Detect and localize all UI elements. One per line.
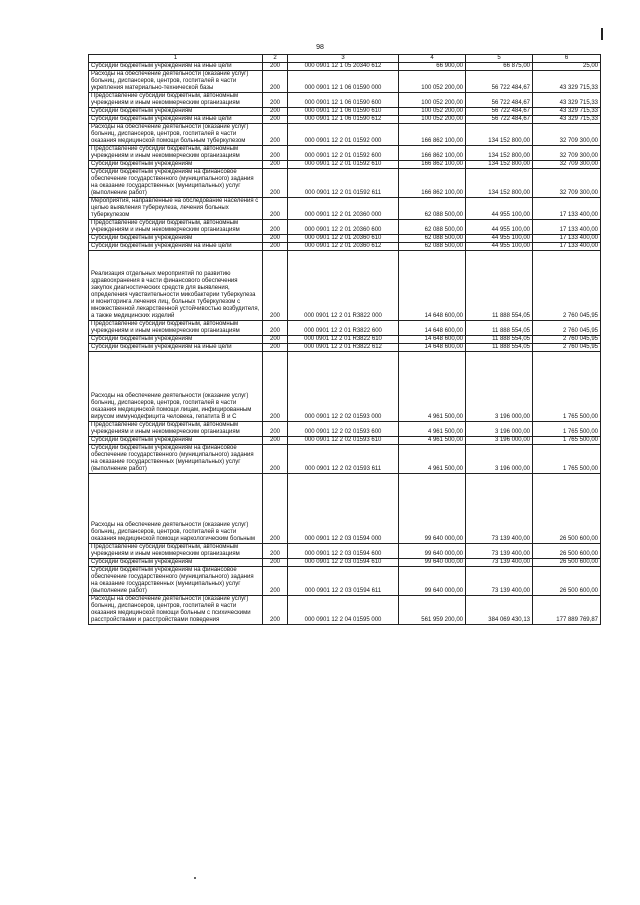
row-rest-cell: 26 500 600,00 <box>533 474 601 544</box>
row-code-cell: 200 <box>263 474 288 544</box>
row-rest-cell: 17 133 400,00 <box>533 243 601 251</box>
row-rest-cell: 26 500 600,00 <box>533 544 601 559</box>
row-kbk-cell: 000 0901 12 2 01 20360 600 <box>288 220 399 235</box>
column-header: 2 <box>263 55 288 63</box>
table-row <box>89 108 601 116</box>
row-fact-cell: 134 152 800,00 <box>466 169 533 198</box>
row-plan-cell: 99 640 000,00 <box>399 567 466 596</box>
row-name-cell: Субсидии бюджетным учреждениям <box>89 161 263 169</box>
table-row <box>89 596 601 625</box>
row-kbk-cell: 000 0901 12 2 01 01592 000 <box>288 124 399 146</box>
row-plan-cell: 66 900,00 <box>399 63 466 71</box>
row-rest-cell: 43 329 715,33 <box>533 93 601 108</box>
row-rest-cell: 43 329 715,33 <box>533 108 601 116</box>
table-row <box>89 321 601 336</box>
row-rest-cell: 2 760 045,95 <box>533 321 601 336</box>
table-header-row <box>89 55 601 63</box>
budget-table <box>88 54 601 625</box>
row-name-cell: Предоставление субсидий бюджетным, автономным учреждениям и иным некоммерческим организациям <box>89 93 263 108</box>
row-code-cell: 200 <box>263 321 288 336</box>
row-kbk-cell: 000 0901 12 2 02 01593 611 <box>288 445 399 474</box>
table-row <box>89 559 601 567</box>
row-kbk-cell: 000 0901 12 2 02 01593 600 <box>288 422 399 437</box>
row-fact-cell: 56 722 484,67 <box>466 71 533 93</box>
row-code-cell: 200 <box>263 198 288 220</box>
row-code-cell: 200 <box>263 116 288 124</box>
row-name-cell: Субсидии бюджетным учреждениям <box>89 437 263 445</box>
row-code-cell: 200 <box>263 344 288 352</box>
row-name-cell: Предоставление субсидий бюджетным, автономным учреждениям и иным некоммерческим организациям <box>89 321 263 336</box>
table-row <box>89 161 601 169</box>
row-code-cell: 200 <box>263 124 288 146</box>
row-rest-cell: 2 760 045,95 <box>533 344 601 352</box>
row-kbk-cell: 000 0901 12 1 06 01590 612 <box>288 116 399 124</box>
row-rest-cell: 1 765 500,00 <box>533 352 601 422</box>
row-code-cell: 200 <box>263 422 288 437</box>
column-header: 5 <box>466 55 533 63</box>
scan-speck <box>194 877 196 879</box>
row-plan-cell: 4 961 500,00 <box>399 352 466 422</box>
row-code-cell: 200 <box>263 108 288 116</box>
row-plan-cell: 62 088 500,00 <box>399 198 466 220</box>
row-name-cell: Субсидии бюджетным учреждениям на иные цели <box>89 243 263 251</box>
column-header: 6 <box>533 55 601 63</box>
row-kbk-cell: 000 0901 12 2 01 01592 600 <box>288 146 399 161</box>
row-kbk-cell: 000 0901 12 2 04 01595 000 <box>288 596 399 625</box>
row-fact-cell: 66 875,00 <box>466 63 533 71</box>
table-row <box>89 474 601 544</box>
row-rest-cell: 43 329 715,33 <box>533 116 601 124</box>
row-rest-cell: 32 709 300,00 <box>533 169 601 198</box>
row-name-cell: Реализация отдельных мероприятий по развитию здравоохранения в части финансового обеспечения закупок диагностических средств для выявления, определения чувствительности микобактерии туберкулеза и мониторинга лечения лиц, больных туберкулезом с множественной лекарственной устойчивостью возбудителя, а также медицинских изделий <box>89 251 263 321</box>
row-plan-cell: 4 961 500,00 <box>399 437 466 445</box>
row-name-cell: Субсидии бюджетным учреждениям на финансовое обеспечение государственного (муниципального) задания на оказание государственных (муниципальных) услуг (выполнение работ) <box>89 445 263 474</box>
row-fact-cell: 11 888 554,05 <box>466 344 533 352</box>
row-code-cell: 200 <box>263 243 288 251</box>
row-plan-cell: 62 088 500,00 <box>399 243 466 251</box>
row-kbk-cell: 000 0901 12 2 01 20360 612 <box>288 243 399 251</box>
row-plan-cell: 166 862 100,00 <box>399 146 466 161</box>
row-code-cell: 200 <box>263 559 288 567</box>
row-plan-cell: 99 640 000,00 <box>399 474 466 544</box>
scan-edge-mark <box>601 28 603 40</box>
row-plan-cell: 14 648 600,00 <box>399 251 466 321</box>
row-kbk-cell: 000 0901 12 2 03 01594 610 <box>288 559 399 567</box>
row-fact-cell: 44 955 100,00 <box>466 220 533 235</box>
row-fact-cell: 73 139 400,00 <box>466 567 533 596</box>
row-plan-cell: 100 052 200,00 <box>399 116 466 124</box>
row-plan-cell: 166 862 100,00 <box>399 161 466 169</box>
row-kbk-cell: 000 0901 12 2 01 20360 610 <box>288 235 399 243</box>
row-code-cell: 200 <box>263 251 288 321</box>
table-row <box>89 336 601 344</box>
row-plan-cell: 99 640 000,00 <box>399 544 466 559</box>
row-name-cell: Субсидии бюджетным учреждениям на иные цели <box>89 116 263 124</box>
row-rest-cell: 43 329 715,33 <box>533 71 601 93</box>
row-rest-cell: 1 765 500,00 <box>533 422 601 437</box>
row-rest-cell: 1 765 500,00 <box>533 437 601 445</box>
row-rest-cell: 17 133 400,00 <box>533 198 601 220</box>
row-kbk-cell: 000 0901 12 2 01 01592 611 <box>288 169 399 198</box>
table-row <box>89 567 601 596</box>
row-code-cell: 200 <box>263 146 288 161</box>
row-code-cell: 200 <box>263 596 288 625</box>
row-code-cell: 200 <box>263 63 288 71</box>
table-row <box>89 344 601 352</box>
table-row <box>89 71 601 93</box>
table-row <box>89 422 601 437</box>
row-kbk-cell: 000 0901 12 2 01 R3822 000 <box>288 251 399 321</box>
row-name-cell: Мероприятия, направленные на обследование населения с целью выявления туберкулеза, лечения больных туберкулезом <box>89 198 263 220</box>
row-fact-cell: 11 888 554,05 <box>466 251 533 321</box>
row-kbk-cell: 000 0901 12 2 03 01594 611 <box>288 567 399 596</box>
row-rest-cell: 177 889 769,87 <box>533 596 601 625</box>
table-row <box>89 93 601 108</box>
row-fact-cell: 44 955 100,00 <box>466 198 533 220</box>
row-code-cell: 200 <box>263 567 288 596</box>
row-name-cell: Субсидии бюджетным учреждениям <box>89 559 263 567</box>
row-name-cell: Субсидии бюджетным учреждениям <box>89 235 263 243</box>
table-body <box>89 63 601 625</box>
table-row <box>89 116 601 124</box>
row-fact-cell: 3 196 000,00 <box>466 422 533 437</box>
table-row <box>89 251 601 321</box>
row-plan-cell: 99 640 000,00 <box>399 559 466 567</box>
row-code-cell: 200 <box>263 235 288 243</box>
table-row <box>89 243 601 251</box>
row-fact-cell: 56 722 484,67 <box>466 108 533 116</box>
row-rest-cell: 2 760 045,95 <box>533 251 601 321</box>
row-fact-cell: 73 139 400,00 <box>466 474 533 544</box>
row-code-cell: 200 <box>263 169 288 198</box>
table-row <box>89 544 601 559</box>
row-kbk-cell: 000 0901 12 2 02 01593 610 <box>288 437 399 445</box>
row-name-cell: Субсидии бюджетным учреждениям на иные цели <box>89 63 263 71</box>
row-kbk-cell: 000 0901 12 2 01 R3822 612 <box>288 344 399 352</box>
row-fact-cell: 3 196 000,00 <box>466 352 533 422</box>
row-name-cell: Субсидии бюджетным учреждениям <box>89 336 263 344</box>
row-code-cell: 200 <box>263 220 288 235</box>
column-header: 3 <box>288 55 399 63</box>
row-name-cell: Субсидии бюджетным учреждениям на иные цели <box>89 344 263 352</box>
row-name-cell: Расходы на обеспечение деятельности (оказание услуг) больниц, диспансеров, центров, госпиталей в части укрепления материально-технической базы <box>89 71 263 93</box>
column-header: 1 <box>89 55 263 63</box>
row-rest-cell: 26 500 600,00 <box>533 567 601 596</box>
row-name-cell: Субсидии бюджетным учреждениям на финансовое обеспечение государственного (муниципального) задания на оказание государственных (муниципальных) услуг (выполнение работ) <box>89 567 263 596</box>
row-code-cell: 200 <box>263 445 288 474</box>
row-kbk-cell: 000 0901 12 1 06 01590 600 <box>288 93 399 108</box>
row-kbk-cell: 000 0901 12 2 01 R3822 610 <box>288 336 399 344</box>
row-code-cell: 200 <box>263 161 288 169</box>
row-rest-cell: 17 133 400,00 <box>533 235 601 243</box>
table-row <box>89 198 601 220</box>
row-plan-cell: 4 961 500,00 <box>399 422 466 437</box>
row-name-cell: Расходы на обеспечение деятельности (оказание услуг) больниц, диспансеров, центров, госпиталей в части оказания медицинской помощи больным туберкулезом <box>89 124 263 146</box>
row-plan-cell: 14 648 600,00 <box>399 336 466 344</box>
row-rest-cell: 17 133 400,00 <box>533 220 601 235</box>
row-kbk-cell: 000 0901 12 2 03 01594 000 <box>288 474 399 544</box>
row-code-cell: 200 <box>263 437 288 445</box>
row-fact-cell: 134 152 800,00 <box>466 161 533 169</box>
row-fact-cell: 73 139 400,00 <box>466 559 533 567</box>
row-name-cell: Предоставление субсидий бюджетным, автономным учреждениям и иным некоммерческим организациям <box>89 544 263 559</box>
row-name-cell: Субсидии бюджетным учреждениям <box>89 108 263 116</box>
table-row <box>89 445 601 474</box>
row-fact-cell: 56 722 484,67 <box>466 116 533 124</box>
row-plan-cell: 100 052 200,00 <box>399 93 466 108</box>
row-code-cell: 200 <box>263 544 288 559</box>
row-plan-cell: 166 862 100,00 <box>399 124 466 146</box>
row-plan-cell: 4 961 500,00 <box>399 445 466 474</box>
row-kbk-cell: 000 0901 12 1 06 01590 000 <box>288 71 399 93</box>
row-rest-cell: 26 500 600,00 <box>533 559 601 567</box>
row-fact-cell: 3 196 000,00 <box>466 437 533 445</box>
row-kbk-cell: 000 0901 12 2 02 01593 000 <box>288 352 399 422</box>
row-name-cell: Расходы на обеспечение деятельности (оказание услуг) больниц, диспансеров, центров, госпиталей в части оказания медицинской помощи лицам, инфицированным вирусом иммунодефицита человека, гепатита В и С <box>89 352 263 422</box>
row-name-cell: Предоставление субсидий бюджетным, автономным учреждениям и иным некоммерческим организациям <box>89 146 263 161</box>
table-row <box>89 220 601 235</box>
row-fact-cell: 11 888 554,05 <box>466 321 533 336</box>
row-plan-cell: 62 088 500,00 <box>399 235 466 243</box>
row-fact-cell: 3 196 000,00 <box>466 445 533 474</box>
table-row <box>89 437 601 445</box>
row-kbk-cell: 000 0901 12 1 05 20340 612 <box>288 63 399 71</box>
row-fact-cell: 384 069 430,13 <box>466 596 533 625</box>
page-number: 98 <box>316 44 324 51</box>
table-row <box>89 124 601 146</box>
row-fact-cell: 44 955 100,00 <box>466 243 533 251</box>
row-fact-cell: 73 139 400,00 <box>466 544 533 559</box>
row-kbk-cell: 000 0901 12 1 06 01590 610 <box>288 108 399 116</box>
row-code-cell: 200 <box>263 93 288 108</box>
row-plan-cell: 100 052 200,00 <box>399 71 466 93</box>
row-kbk-cell: 000 0901 12 2 01 01592 610 <box>288 161 399 169</box>
table-row <box>89 352 601 422</box>
row-plan-cell: 62 088 500,00 <box>399 220 466 235</box>
row-plan-cell: 100 052 200,00 <box>399 108 466 116</box>
table-row <box>89 146 601 161</box>
row-rest-cell: 32 709 300,00 <box>533 146 601 161</box>
row-name-cell: Расходы на обеспечение деятельности (оказание услуг) больниц, диспансеров, центров, госпиталей в части оказания медицинской помощи больным с психическими расстройствами и расстройствами поведения <box>89 596 263 625</box>
row-fact-cell: 134 152 800,00 <box>466 146 533 161</box>
row-name-cell: Субсидии бюджетным учреждениям на финансовое обеспечение государственного (муниципального) задания на оказание государственных (муниципальных) услуг (выполнение работ) <box>89 169 263 198</box>
row-name-cell: Предоставление субсидий бюджетным, автономным учреждениям и иным некоммерческим организациям <box>89 220 263 235</box>
column-header: 4 <box>399 55 466 63</box>
row-kbk-cell: 000 0901 12 2 01 20360 000 <box>288 198 399 220</box>
row-rest-cell: 2 760 045,95 <box>533 336 601 344</box>
row-code-cell: 200 <box>263 336 288 344</box>
row-fact-cell: 11 888 554,05 <box>466 336 533 344</box>
row-code-cell: 200 <box>263 71 288 93</box>
row-plan-cell: 14 648 600,00 <box>399 321 466 336</box>
row-rest-cell: 25,00 <box>533 63 601 71</box>
row-rest-cell: 32 709 300,00 <box>533 161 601 169</box>
table-row <box>89 63 601 71</box>
row-fact-cell: 44 955 100,00 <box>466 235 533 243</box>
row-plan-cell: 14 648 600,00 <box>399 344 466 352</box>
row-rest-cell: 32 709 300,00 <box>533 124 601 146</box>
row-fact-cell: 56 722 484,67 <box>466 93 533 108</box>
row-kbk-cell: 000 0901 12 2 03 01594 600 <box>288 544 399 559</box>
row-kbk-cell: 000 0901 12 2 01 R3822 600 <box>288 321 399 336</box>
row-fact-cell: 134 152 800,00 <box>466 124 533 146</box>
table-row <box>89 235 601 243</box>
table-row <box>89 169 601 198</box>
row-rest-cell: 1 765 500,00 <box>533 445 601 474</box>
row-name-cell: Предоставление субсидий бюджетным, автономным учреждениям и иным некоммерческим организациям <box>89 422 263 437</box>
row-plan-cell: 561 959 200,00 <box>399 596 466 625</box>
row-code-cell: 200 <box>263 352 288 422</box>
row-plan-cell: 166 862 100,00 <box>399 169 466 198</box>
row-name-cell: Расходы на обеспечение деятельности (оказание услуг) больниц, диспансеров, центров, госпиталей в части оказания медицинской помощи наркологическим больным <box>89 474 263 544</box>
